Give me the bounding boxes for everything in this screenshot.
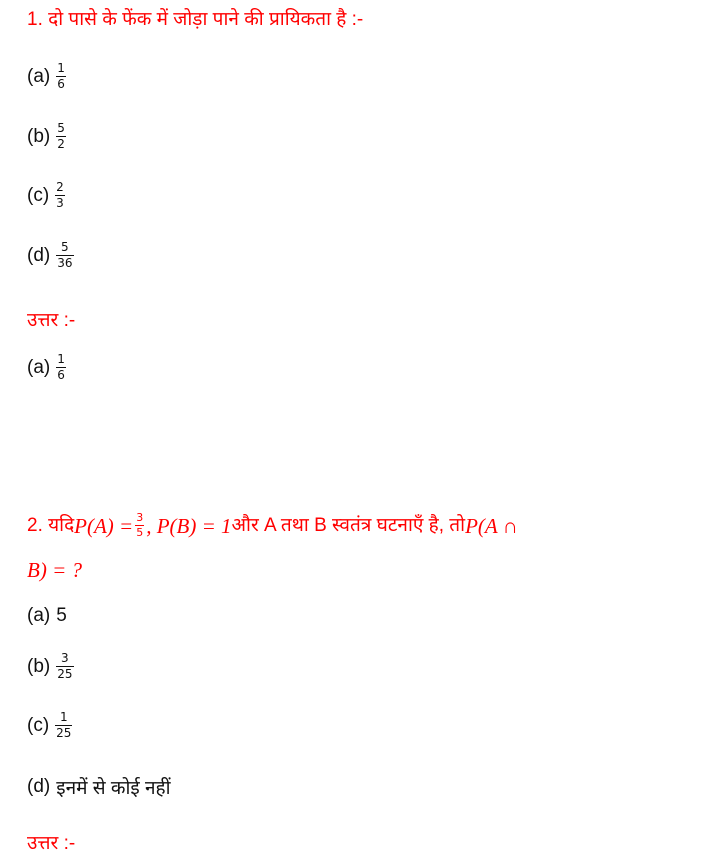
numerator: 1 — [57, 61, 65, 75]
numerator: 1 — [57, 352, 65, 366]
denominator: 36 — [57, 256, 73, 270]
fraction — [56, 353, 66, 382]
q2-option-a — [27, 605, 67, 627]
fraction — [55, 711, 72, 740]
q1-answer-heading: उत्तर :- — [27, 310, 76, 331]
q2-prefix: 2. यदि — [27, 514, 75, 536]
q1-option-c — [27, 181, 65, 210]
q1-option-d — [27, 241, 74, 270]
q2-answer-heading: उत्तर :- — [27, 833, 76, 854]
numerator: 3 — [136, 511, 144, 524]
denominator: 25 — [57, 667, 73, 681]
q2-middle: और A तथा B स्वतंत्र घटनाएँ है, तो — [231, 514, 466, 536]
question-2-line-2: B) = ? — [27, 558, 82, 582]
q2-option-c — [27, 711, 72, 740]
question-2-line-1 — [27, 512, 518, 539]
denominator: 2 — [57, 137, 65, 151]
option-value: इनमें से कोई नहीं — [56, 778, 171, 799]
denominator: 6 — [57, 77, 65, 91]
denominator: 25 — [56, 726, 72, 740]
option-label: (a) — [27, 605, 51, 626]
numerator: 2 — [56, 180, 64, 194]
fraction — [56, 122, 66, 151]
option-label: (c) — [27, 184, 50, 206]
option-label: (d) — [27, 776, 51, 797]
option-value: 5 — [56, 605, 67, 626]
fraction — [55, 181, 65, 210]
option-label: (c) — [27, 714, 50, 736]
q1-option-b — [27, 122, 66, 151]
q1-option-a — [27, 62, 66, 91]
option-label: (b) — [27, 655, 51, 677]
q2-pa: P(A) = — [74, 513, 134, 538]
numerator: 1 — [59, 710, 68, 724]
q2-pab-1: P(A ∩ — [465, 513, 518, 538]
fraction — [56, 241, 73, 270]
q2-pb: , P(B) = 1 — [146, 513, 232, 538]
option-label: (d) — [27, 244, 51, 266]
denominator: 5 — [136, 526, 144, 539]
numerator: 5 — [61, 240, 69, 254]
fraction — [56, 652, 73, 681]
option-label: (a) — [27, 356, 51, 378]
fraction — [56, 62, 66, 91]
option-label: (b) — [27, 125, 51, 147]
q2-option-b — [27, 652, 74, 681]
question-1-text: 1. दो पासे के फेंक में जोड़ा पाने की प्रायिकता है :- — [27, 9, 364, 30]
option-label: (a) — [27, 65, 51, 87]
q2-pa-fraction — [135, 512, 144, 539]
denominator: 3 — [56, 196, 64, 210]
q1-answer — [27, 353, 66, 382]
numerator: 3 — [61, 651, 69, 665]
numerator: 5 — [57, 121, 65, 135]
denominator: 6 — [57, 368, 65, 382]
q2-option-d — [27, 774, 171, 800]
